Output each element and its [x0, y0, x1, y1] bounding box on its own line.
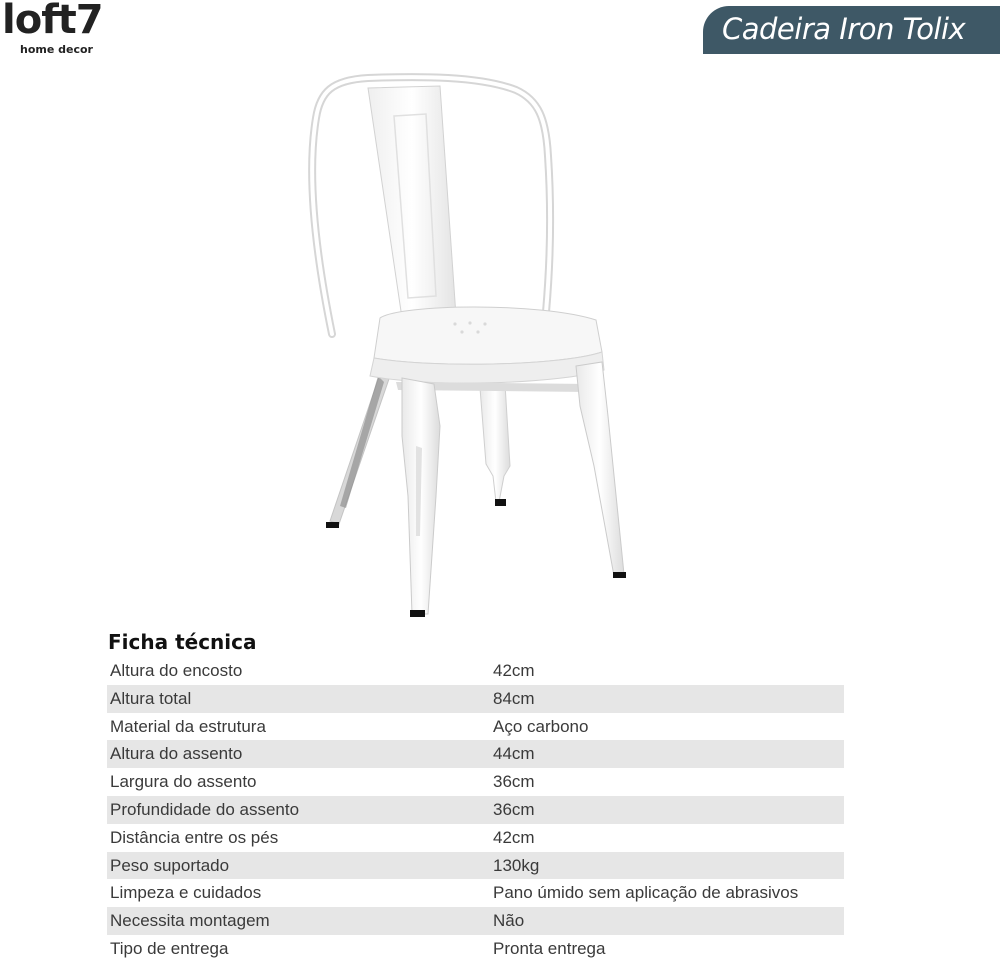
- table-row: [107, 796, 844, 824]
- table-row: [107, 685, 844, 713]
- spec-label: Limpeza e cuidados: [110, 883, 262, 903]
- product-title: Cadeira Iron Tolix: [722, 12, 966, 46]
- chair-backrest: [368, 86, 456, 318]
- spec-label: Peso suportado: [110, 855, 230, 875]
- spec-table: [107, 657, 844, 963]
- table-row: [107, 657, 844, 685]
- table-row: [107, 935, 844, 963]
- spec-value: Não: [493, 911, 525, 931]
- table-row: [107, 768, 844, 796]
- spec-label: Largura do assento: [110, 772, 257, 792]
- chair-front-legs: [402, 362, 626, 617]
- spec-label: Profundidade do assento: [110, 799, 300, 819]
- spec-value: 36cm: [493, 799, 535, 819]
- table-row: [107, 852, 844, 880]
- table-row: [107, 879, 844, 907]
- spec-label: Altura do assento: [110, 744, 243, 764]
- logo-tagline: home decor: [20, 43, 93, 56]
- spec-value: Aço carbono: [493, 716, 589, 736]
- spec-value: 44cm: [493, 744, 535, 764]
- logo-wordmark: loft7: [2, 0, 103, 43]
- table-row: [107, 824, 844, 852]
- table-row: [107, 907, 844, 935]
- spec-label: Altura do encosto: [110, 661, 243, 680]
- spec-value: Pano úmido sem aplicação de abrasivos: [493, 883, 799, 903]
- spec-value: 36cm: [493, 772, 535, 792]
- spec-label: Altura total: [110, 688, 192, 708]
- spec-label: Material da estrutura: [110, 716, 266, 736]
- spec-value: Pronta entrega: [493, 938, 606, 958]
- table-row: [107, 713, 844, 741]
- brand-logo: [2, 0, 122, 62]
- spec-value: 130kg: [493, 855, 540, 875]
- spec-label: Tipo de entrega: [110, 938, 229, 958]
- spec-heading: Ficha técnica: [108, 630, 257, 654]
- spec-label: Necessita montagem: [110, 911, 270, 931]
- chair-image: [290, 66, 650, 626]
- spec-value: 42cm: [493, 827, 535, 847]
- spec-value: 42cm: [493, 661, 535, 680]
- spec-label: Distância entre os pés: [110, 827, 279, 847]
- table-row: [107, 740, 844, 768]
- chair-seat: [374, 307, 602, 364]
- spec-value: 84cm: [493, 688, 535, 708]
